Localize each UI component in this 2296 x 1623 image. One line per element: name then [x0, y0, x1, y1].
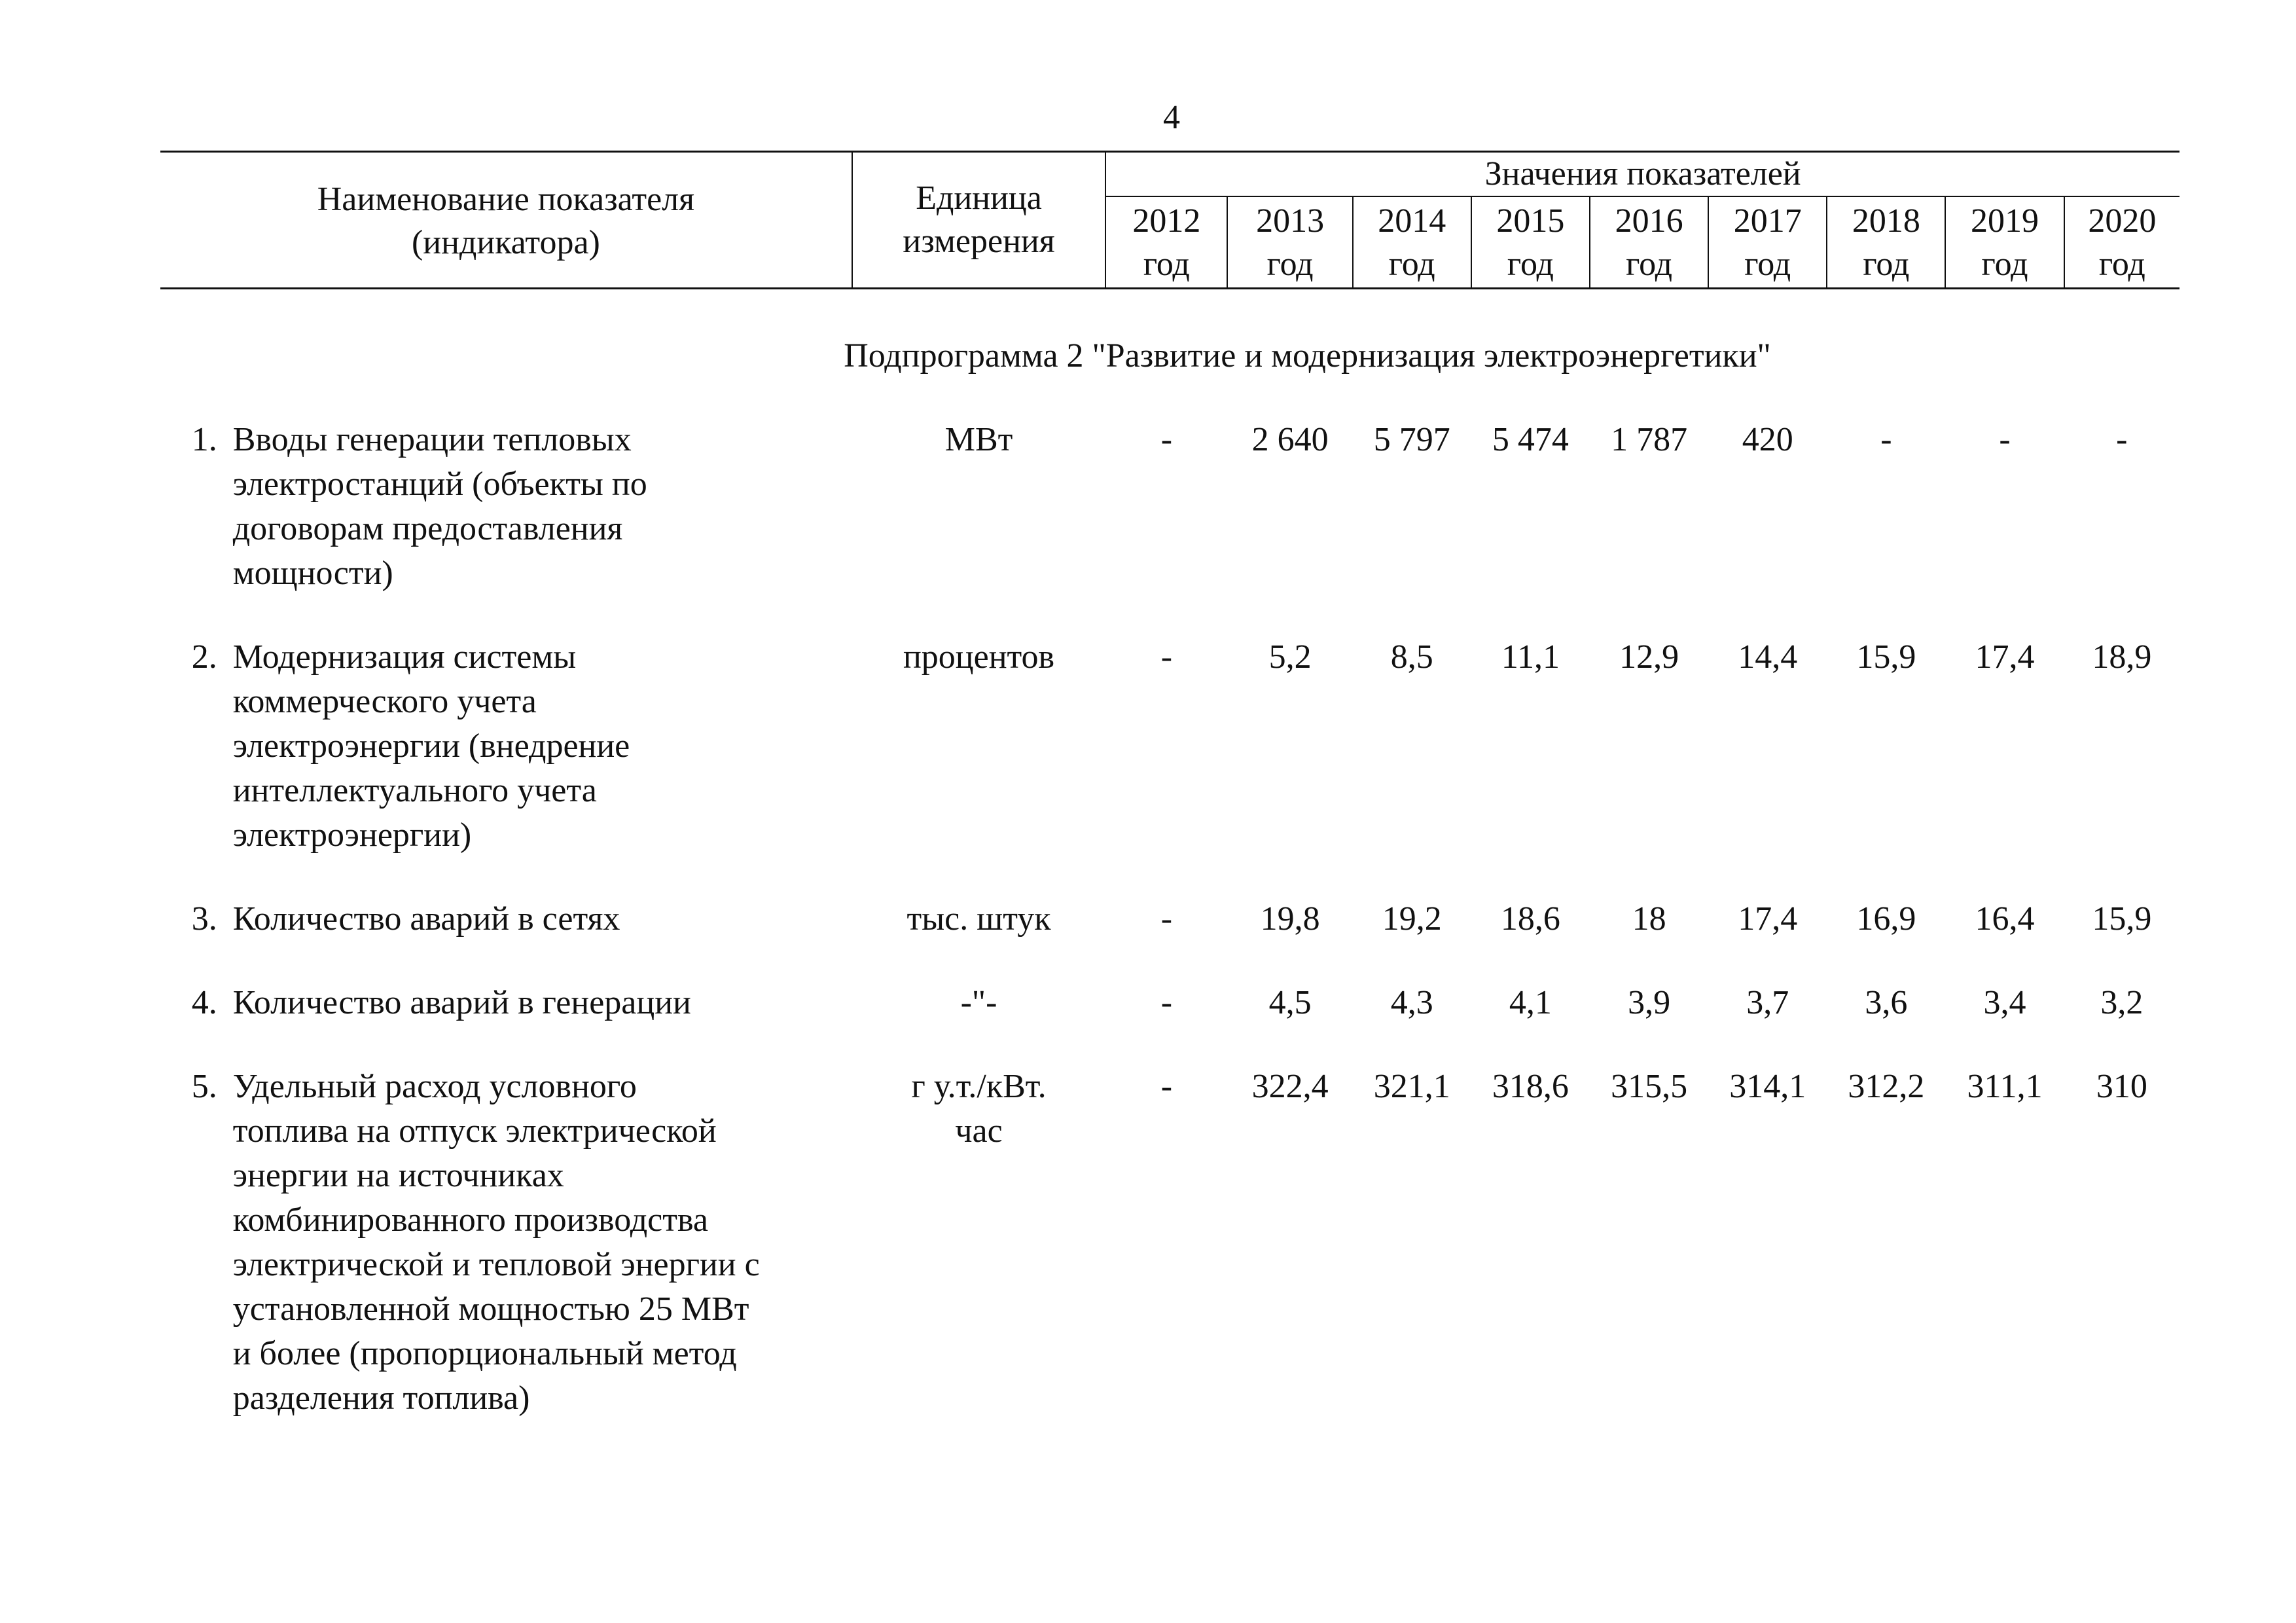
value-cell-2017: 420: [1742, 421, 1793, 458]
value-cell-2020: 18,9: [2092, 638, 2152, 676]
indicator-name-line: электрической и тепловой энергии с: [232, 1246, 760, 1283]
year-suffix: год: [1744, 246, 1791, 283]
indicator-name-line: коммерческого учета: [232, 683, 537, 720]
year-label: 2016: [1615, 202, 1683, 240]
table-row: [160, 418, 2179, 635]
indicator-name-line: Количество аварий в генерации: [232, 984, 691, 1021]
value-cell-2018: 15,9: [1856, 638, 1916, 676]
value-cell-2015: 18,6: [1500, 900, 1560, 938]
value-cell-2013: 4,5: [1268, 984, 1312, 1021]
year-header-2017: [1708, 196, 1827, 289]
value-cell-2018: 312,2: [1848, 1068, 1925, 1105]
year-suffix: год: [1626, 246, 1673, 283]
value-cell-2018: -: [1880, 421, 1892, 458]
year-suffix: год: [1507, 246, 1554, 283]
indicator-name-line: топлива на отпуск электрической: [232, 1112, 717, 1150]
indicator-name-line: Вводы генерации тепловых: [232, 421, 632, 458]
indicator-name-header-line: (индикатора): [411, 224, 600, 261]
year-label: 2019: [1971, 202, 2039, 240]
value-cell-2017: 14,4: [1738, 638, 1798, 676]
year-suffix: год: [2098, 246, 2145, 283]
indicator-name-line: установленной мощностью 25 МВт: [232, 1290, 749, 1328]
indicator-name: [233, 981, 852, 1065]
indicator-name-line: комбинированного производства: [232, 1201, 708, 1239]
value-cell-2020: 3,2: [2100, 984, 2144, 1021]
row-number: 5.: [191, 1068, 217, 1105]
year-suffix: год: [1143, 246, 1190, 283]
unit-line: процентов: [903, 638, 1055, 676]
value-cell-2015: 318,6: [1492, 1068, 1569, 1105]
year-suffix: год: [1981, 246, 2028, 283]
indicator-name-line: электроэнергии (внедрение: [232, 727, 630, 765]
value-cell-2014: 19,2: [1382, 900, 1442, 938]
value-cell-2012: -: [1160, 638, 1173, 676]
value-cell-2016: 18: [1632, 900, 1666, 938]
value-cell-2019: 311,1: [1967, 1068, 2043, 1105]
indicator-name: [233, 1065, 852, 1460]
table-row: [160, 981, 2179, 1065]
value-cell-2020: -: [2116, 421, 2128, 458]
value-cell-2014: 4,3: [1390, 984, 1433, 1021]
values-group-header: Значения показателей: [1105, 152, 2179, 197]
indicator-name-line: электроэнергии): [232, 816, 472, 854]
row-number: 4.: [191, 984, 217, 1021]
indicator-name-line: электростанций (объекты по: [232, 465, 647, 503]
unit-header-line: Единица: [916, 179, 1042, 217]
value-cell-2016: 1 787: [1611, 421, 1688, 458]
value-cell-2012: -: [1160, 984, 1173, 1021]
year-header-2013: [1227, 196, 1352, 289]
value-cell-2015: 5 474: [1492, 421, 1569, 458]
unit-line: час: [955, 1112, 1003, 1150]
value-cell-2014: 5 797: [1373, 421, 1450, 458]
value-cell-2012: -: [1160, 421, 1173, 458]
value-cell-2014: 8,5: [1390, 638, 1433, 676]
value-cell-2018: 16,9: [1856, 900, 1916, 938]
page-number: 4: [1163, 99, 1180, 136]
subprogram-row: [160, 289, 2179, 418]
value-cell-2013: 322,4: [1251, 1068, 1329, 1105]
value-cell-2015: 11,1: [1501, 638, 1560, 676]
indicator-name-header: [160, 152, 852, 289]
year-header-2015: [1471, 196, 1590, 289]
value-cell-2019: 3,4: [1983, 984, 2026, 1021]
indicator-name: [233, 418, 852, 635]
value-cell-2016: 3,9: [1628, 984, 1671, 1021]
unit-line: тыс. штук: [906, 900, 1051, 938]
indicator-name-line: интеллектуального учета: [232, 772, 597, 809]
year-suffix: год: [1863, 246, 1910, 283]
value-cell-2019: 16,4: [1975, 900, 2035, 938]
indicator-name: [233, 635, 852, 897]
unit-cell: [852, 1065, 1105, 1460]
year-label: 2018: [1852, 202, 1920, 240]
year-header-2019: [1945, 196, 2064, 289]
unit-header-line: измерения: [903, 223, 1055, 260]
unit-line: МВт: [944, 421, 1013, 458]
value-cell-2018: 3,6: [1865, 984, 1908, 1021]
table-body: [160, 289, 2179, 418]
indicator-name-line: Количество аварий в сетях: [232, 900, 620, 938]
indicator-name-line: Удельный расход условного: [232, 1068, 637, 1105]
year-header-2018: [1827, 196, 1945, 289]
indicator-rows: [160, 418, 2179, 1460]
indicator-name-line: и более (пропорциональный метод: [232, 1335, 737, 1372]
value-cell-2016: 315,5: [1611, 1068, 1688, 1105]
year-suffix: год: [1266, 246, 1314, 283]
value-cell-2012: -: [1160, 900, 1173, 938]
year-label: 2012: [1132, 202, 1201, 240]
year-header-2012: [1105, 196, 1227, 289]
value-cell-2013: 19,8: [1260, 900, 1320, 938]
value-cell-2020: 15,9: [2092, 900, 2152, 938]
year-suffix: год: [1388, 246, 1435, 283]
unit-cell: [852, 981, 1105, 1065]
value-cell-2017: 3,7: [1746, 984, 1789, 1021]
year-label: 2017: [1733, 202, 1802, 240]
value-cell-2019: -: [1999, 421, 2011, 458]
unit-line: г у.т./кВт.: [911, 1068, 1047, 1105]
value-cell-2013: 2 640: [1251, 421, 1329, 458]
unit-cell: [852, 897, 1105, 981]
value-cell-2013: 5,2: [1268, 638, 1312, 676]
year-label: 2015: [1496, 202, 1565, 240]
indicator-name-line: мощности): [232, 555, 393, 592]
value-cell-2020: 310: [2096, 1068, 2147, 1105]
row-number: 2.: [191, 638, 217, 676]
unit-header: [852, 152, 1105, 289]
year-label: 2013: [1256, 202, 1325, 240]
table-row: [160, 635, 2179, 897]
year-header-2014: [1353, 196, 1471, 289]
indicator-name-line: энергии на источниках: [232, 1157, 564, 1194]
indicator-name: [233, 897, 852, 981]
table-row: [160, 1065, 2179, 1460]
year-label: 2014: [1378, 202, 1446, 240]
subprogram-title: Подпрограмма 2 "Развитие и модернизация электроэнергетики": [844, 337, 1771, 374]
value-cell-2016: 12,9: [1619, 638, 1679, 676]
value-cell-2019: 17,4: [1975, 638, 2035, 676]
value-cell-2017: 17,4: [1738, 900, 1798, 938]
indicator-name-line: разделения топлива): [232, 1379, 530, 1417]
year-header-2020: [2064, 196, 2179, 289]
value-cell-2015: 4,1: [1509, 984, 1552, 1021]
year-label: 2020: [2088, 202, 2157, 240]
indicator-name-line: договорам предоставления: [232, 510, 623, 547]
row-number: 1.: [191, 421, 217, 458]
value-cell-2014: 321,1: [1373, 1068, 1450, 1105]
indicator-name-line: Модернизация системы: [232, 638, 577, 676]
value-cell-2012: -: [1160, 1068, 1173, 1105]
value-cell-2017: 314,1: [1729, 1068, 1806, 1105]
year-header-2016: [1590, 196, 1708, 289]
indicators-table: [160, 151, 2179, 1460]
table-row: [160, 897, 2179, 981]
unit-line: -"-: [960, 984, 997, 1021]
table-header: [160, 152, 2179, 289]
unit-cell: [852, 635, 1105, 897]
indicator-name-header-line: Наименование показателя: [317, 181, 695, 218]
unit-cell: [852, 418, 1105, 635]
row-number: 3.: [191, 900, 217, 938]
